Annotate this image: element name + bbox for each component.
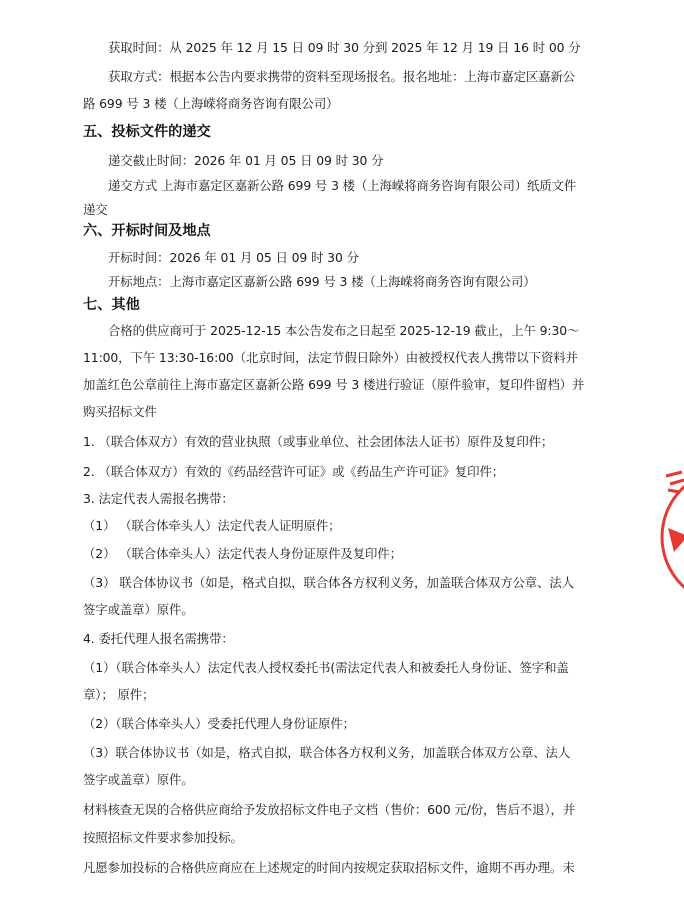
requirement-item-3: 3. 法定代表人需报名携带： xyxy=(83,491,234,506)
section6-heading: 六、开标时间及地点 xyxy=(83,223,211,239)
submission-deadline: 递交截止时间：2026 年 01 月 05 日 09 时 30 分 xyxy=(108,153,384,168)
opening-time: 开标时间：2026 年 01 月 05 日 09 时 30 分 xyxy=(108,250,359,265)
section5-heading: 五、投标文件的递交 xyxy=(83,124,211,140)
review-line1: 材料核查无误的合格供应商给予发放招标文件电子文档（售价：600 元/份，售后不退），并 xyxy=(83,802,576,817)
requirement-item-4-3-line1: （3）联合体协议书（如是，格式自拟，联合体各方权利义务，加盖联合体双方公章、法人 xyxy=(83,745,571,760)
requirement-item-2: 2. （联合体双方）有效的《药品经营许可证》或《药品生产许可证》复印件； xyxy=(83,464,505,479)
red-seal-icon xyxy=(660,462,684,612)
requirement-item-4-2: （2）（联合体牵头人）受委托代理人身份证原件； xyxy=(83,716,355,731)
others-intro-line3: 加盖红色公章前往上海市嘉定区嘉新公路 699 号 3 楼进行验证（原件验审，复印件留档）并 xyxy=(83,377,585,392)
section7-heading: 七、其他 xyxy=(83,297,140,313)
requirement-item-1: 1. （联合体双方）有效的营业执照（或事业单位、社会团体法人证书）原件及复印件； xyxy=(83,434,554,449)
submission-method-line1: 递交方式 上海市嘉定区嘉新公路 699 号 3 楼（上海嵘将商务咨询有限公司）纸质文件 xyxy=(108,178,577,193)
review-line2: 按照招标文件要求参加投标。 xyxy=(83,830,243,845)
others-intro-line4: 购买招标文件 xyxy=(83,404,157,419)
acquisition-method-line1: 获取方式：根据本公告内要求携带的资料至现场报名。报名地址：上海市嘉定区嘉新公 xyxy=(108,69,576,84)
requirement-item-3-3-line2: 签字或盖章）原件。 xyxy=(83,602,194,617)
requirement-item-4-3-line2: 签字或盖章）原件。 xyxy=(83,772,194,787)
submission-method-line2: 递交 xyxy=(83,202,108,217)
acquisition-time: 获取时间：从 2025 年 12 月 15 日 09 时 30 分到 2025 年 12 月 19 日 16 时 00 分 xyxy=(108,40,581,55)
acquisition-method-line2: 路 699 号 3 楼（上海嵘将商务咨询有限公司） xyxy=(83,96,339,111)
requirement-item-4: 4. 委托代理人报名需携带： xyxy=(83,631,234,646)
others-intro-line1: 合格的供应商可于 2025-12-15 本公告发布之日起至 2025-12-19 截止，上午 9:30～ xyxy=(108,323,580,338)
requirement-item-4-1-line1: （1）（联合体牵头人）法定代表人授权委托书(需法定代表人和被委托人身份证、签字和盖 xyxy=(83,660,569,675)
requirement-item-4-1-line2: 章）； 原件； xyxy=(83,687,155,702)
closing-line: 凡愿参加投标的合格供应商应在上述规定的时间内按规定获取招标文件，逾期不再办理。未 xyxy=(83,860,575,875)
others-intro-line2: 11:00，下午 13:30-16:00（北京时间，法定节假日除外）由被授权代表人携带以下资料并 xyxy=(83,350,578,365)
requirement-item-3-1: （1） （联合体牵头人）法定代表人证明原件； xyxy=(83,518,341,533)
requirement-item-3-2: （2） （联合体牵头人）法定代表人身份证原件及复印件； xyxy=(83,546,402,561)
requirement-item-3-3-line1: （3） 联合体协议书（如是，格式自拟，联合体各方权利义务，加盖联合体双方公章、法人 xyxy=(83,575,574,590)
opening-place: 开标地点：上海市嘉定区嘉新公路 699 号 3 楼（上海嵘将商务咨询有限公司） xyxy=(108,274,536,289)
